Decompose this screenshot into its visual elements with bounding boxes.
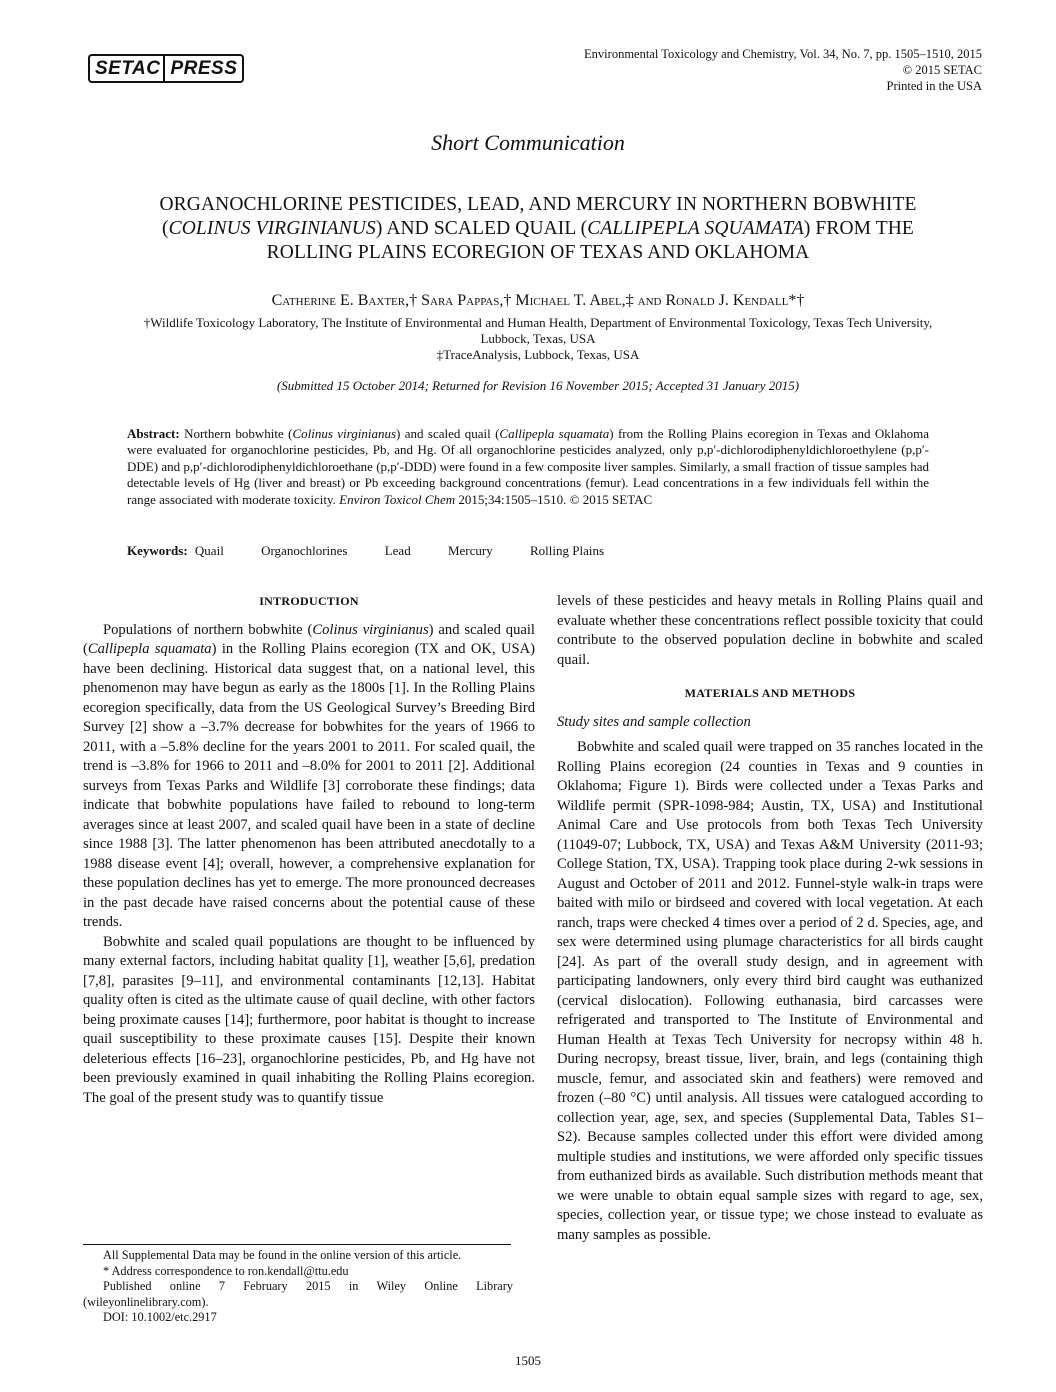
article-title bbox=[100, 193, 976, 265]
abstract-label: Abstract: bbox=[127, 426, 180, 441]
footnote-doi: DOI: 10.1002/etc.2917 bbox=[103, 1310, 217, 1325]
journal-copyright: © 2015 SETAC bbox=[902, 63, 982, 77]
logo-press: PRESS bbox=[163, 54, 244, 83]
introduction-heading: INTRODUCTION bbox=[259, 594, 359, 608]
methods-heading: MATERIALS AND METHODS bbox=[684, 686, 856, 700]
footnotes bbox=[83, 1248, 513, 1326]
keyword-item: Organochlorines bbox=[261, 543, 348, 558]
setac-press-logo bbox=[88, 54, 244, 83]
footnote-supplemental: All Supplemental Data may be found in the online version of this article. bbox=[103, 1248, 462, 1262]
affiliations: †Wildlife Toxicology Laboratory, The Institute of Environmental and Human Health, Department of Environmental Toxicology, Texas Tech University, Lubbock, Texas, USA ‡TraceAnalysis, Lubbock, Texas, USA bbox=[143, 315, 933, 362]
article-type: Short Communication bbox=[431, 130, 625, 155]
intro-paragraph-1: Populations of northern bobwhite (Colinus virginianus) and scaled quail (Callipepla squamata) in the Rolling Plains ecoregion (TX and OK, USA) have been declining. Historical data suggest that, on a national level, this phenomenon may have begun as early as the 1800s [1]. In the Rolling Plains ecoregion specifically, data from the US Geological Survey’s Breeding Bird Survey [2] show a –3.7% decrease for bobwhites for the years of 1966 to 2011, with a –5.8% decline for the years 2001 to 2011. For scaled quail, the trend is –3.8% for 1966 to 2011 and –8.0% for 2001 to 2011 [2]. Additional surveys from Texas Parks and Wildlife [3] corroborate these findings; data indicate that bobwhite populations have failed to rebound to long-term averages since at least 2007, and scaled quail have been in a state of decline since 1988 [3]. The latter phenomenon has been attributed anecdotally to a 1988 disease event [4]; overall, however, a comprehensive explanation for these population declines has yet to emerge. The more pronounced decreases in the past decade have raised concerns about the potential cause of these trends. bbox=[83, 621, 535, 930]
footnote-published: Published online 7 February 2015 in Wiley Online Library (wileyonlinelibrary.com). bbox=[83, 1279, 513, 1309]
footnote-divider bbox=[83, 1244, 511, 1245]
methods-paragraph-1: Bobwhite and scaled quail were trapped on 35 ranches located in the Rolling Plains ecoregion (24 counties in Texas and 9 counties in Oklahoma; Figure 1). Birds were collected under a Texas Parks and Wildlife permit (SPR-1098-984; Austin, TX, USA) and Institutional Animal Care and Use protocols from both Texas Tech University (11049-07; Lubbock, TX, USA) and Texas A&M University (2011-93; College Station, TX, USA). Trapping took place during 2-wk sessions in August and October of 2011 and 2012. Funnel-style walk-in traps were baited with milo or birdseed and covered with local vegetation. At each ranch, traps were checked 4 times over a period of 2 d. Species, age, and sex were determined using plumage characteristics for all birds caught [24]. As part of the overall study design, and in agreement with participating landowners, only every third bird caught was euthanized (cervical dislocation). Following euthanasia, bird carcasses were refrigerated and transported to The Institute of Environmental and Human Health at Texas Tech University for necropsy within 48 h. During necropsy, breast tissue, liver, brain, and legs (containing thigh muscle, femur, and associated skin and feathers) were removed and frozen (–80 °C) until analysis. All tissues were catalogued according to collection year, age, sex, and species (Supplemental Data, Tables S1–S2). Because samples collected under this effort were divided among multiple studies and institutions, we were afforded only specific tissues from euthanized birds as available. Such distribution methods meant that we were unable to obtain equal sample sizes with regard to age, sex, species, collection year, or tissue type; we chose instead to evaluate as many samples as possible. bbox=[557, 739, 983, 1243]
logo-setac: SETAC bbox=[88, 54, 165, 83]
page-number: 1505 bbox=[515, 1353, 541, 1368]
methods-subheading: Study sites and sample collection bbox=[557, 713, 751, 730]
journal-citation: Environmental Toxicology and Chemistry, Vol. 34, No. 7, pp. 1505–1510, 2015 bbox=[584, 47, 982, 61]
journal-printed: Printed in the USA bbox=[886, 79, 982, 93]
keywords bbox=[127, 543, 638, 559]
footnote-correspondence: * Address correspondence to ron.kendall@ttu.edu bbox=[103, 1263, 349, 1278]
intro-paragraph-3: levels of these pesticides and heavy metals in Rolling Plains quail and evaluate whether these concentrations reflect possible toxicity that could contribute to the observed population decline in bobwhite and scaled quail. bbox=[557, 593, 983, 668]
abstract: Abstract: Northern bobwhite (Colinus virginianus) and scaled quail (Callipepla squamata) from the Rolling Plains ecoregion in Texas and Oklahoma were evaluated for organochlorine pesticides, Pb, and Hg. Of all organochlorine pesticides analyzed, only p,p′-dichlorodiphenyldichloroethylene (p,p′-DDE) and p,p′-dichlorodiphenyldichloroethane (p,p′-DDD) were found in a few composite liver samples. Similarly, a small fraction of tissue samples had detectable levels of Hg (liver and breast) or Pb exceeding background concentrations (femur). Lead concentrations in a few individuals fell within the range associated with moderate toxicity. Environ Toxicol Chem 2015;34:1505–1510. © 2015 SETAC bbox=[127, 426, 930, 507]
journal-citation-abbrev: Environ Toxicol Chem bbox=[339, 491, 456, 507]
keywords-label: Keywords: bbox=[127, 543, 188, 558]
submission-dates: (Submitted 15 October 2014; Returned for Revision 16 November 2015; Accepted 31 January 2015) bbox=[276, 378, 800, 393]
keyword-item: Quail bbox=[194, 543, 224, 558]
intro-paragraph-2: Bobwhite and scaled quail populations are thought to be influenced by many external factors, including habitat quality [1], weather [5,6], predation [7,8], parasites [9–11], and environmental contaminants [12,13]. Habitat quality often is cited as the ultimate cause of quail decline, with other factors being proximate causes [14]; furthermore, poor habitat is thought to increase quail susceptibility to these proximate causes [15]. Despite their known deleterious effects [16–23], organochlorine pesticides, Pb, and Hg have not been previously examined in quail inhabiting the Rolling Plains ecoregion. The goal of the present study was to quantify tissue bbox=[83, 933, 535, 1106]
title-line-2: (COLINUS VIRGINIANUS) AND SCALED QUAIL (CALLIPEPLA SQUAMATA) FROM THE bbox=[162, 218, 914, 239]
title-line-3: ROLLING PLAINS ECOREGION OF TEXAS AND OKLAHOMA bbox=[266, 242, 810, 263]
keyword-item: Lead bbox=[384, 543, 411, 558]
right-column bbox=[557, 592, 983, 1245]
keyword-item: Mercury bbox=[447, 543, 493, 558]
left-column bbox=[83, 592, 535, 1108]
keyword-item: Rolling Plains bbox=[529, 543, 605, 558]
author-list: Catherine E. Baxter,† Sara Pappas,† Michael T. Abel,‡ and Ronald J. Kendall*† bbox=[271, 292, 805, 309]
journal-info bbox=[462, 46, 982, 94]
title-line-1: ORGANOCHLORINE PESTICIDES, LEAD, AND MERCURY IN NORTHERN BOBWHITE bbox=[159, 194, 917, 215]
